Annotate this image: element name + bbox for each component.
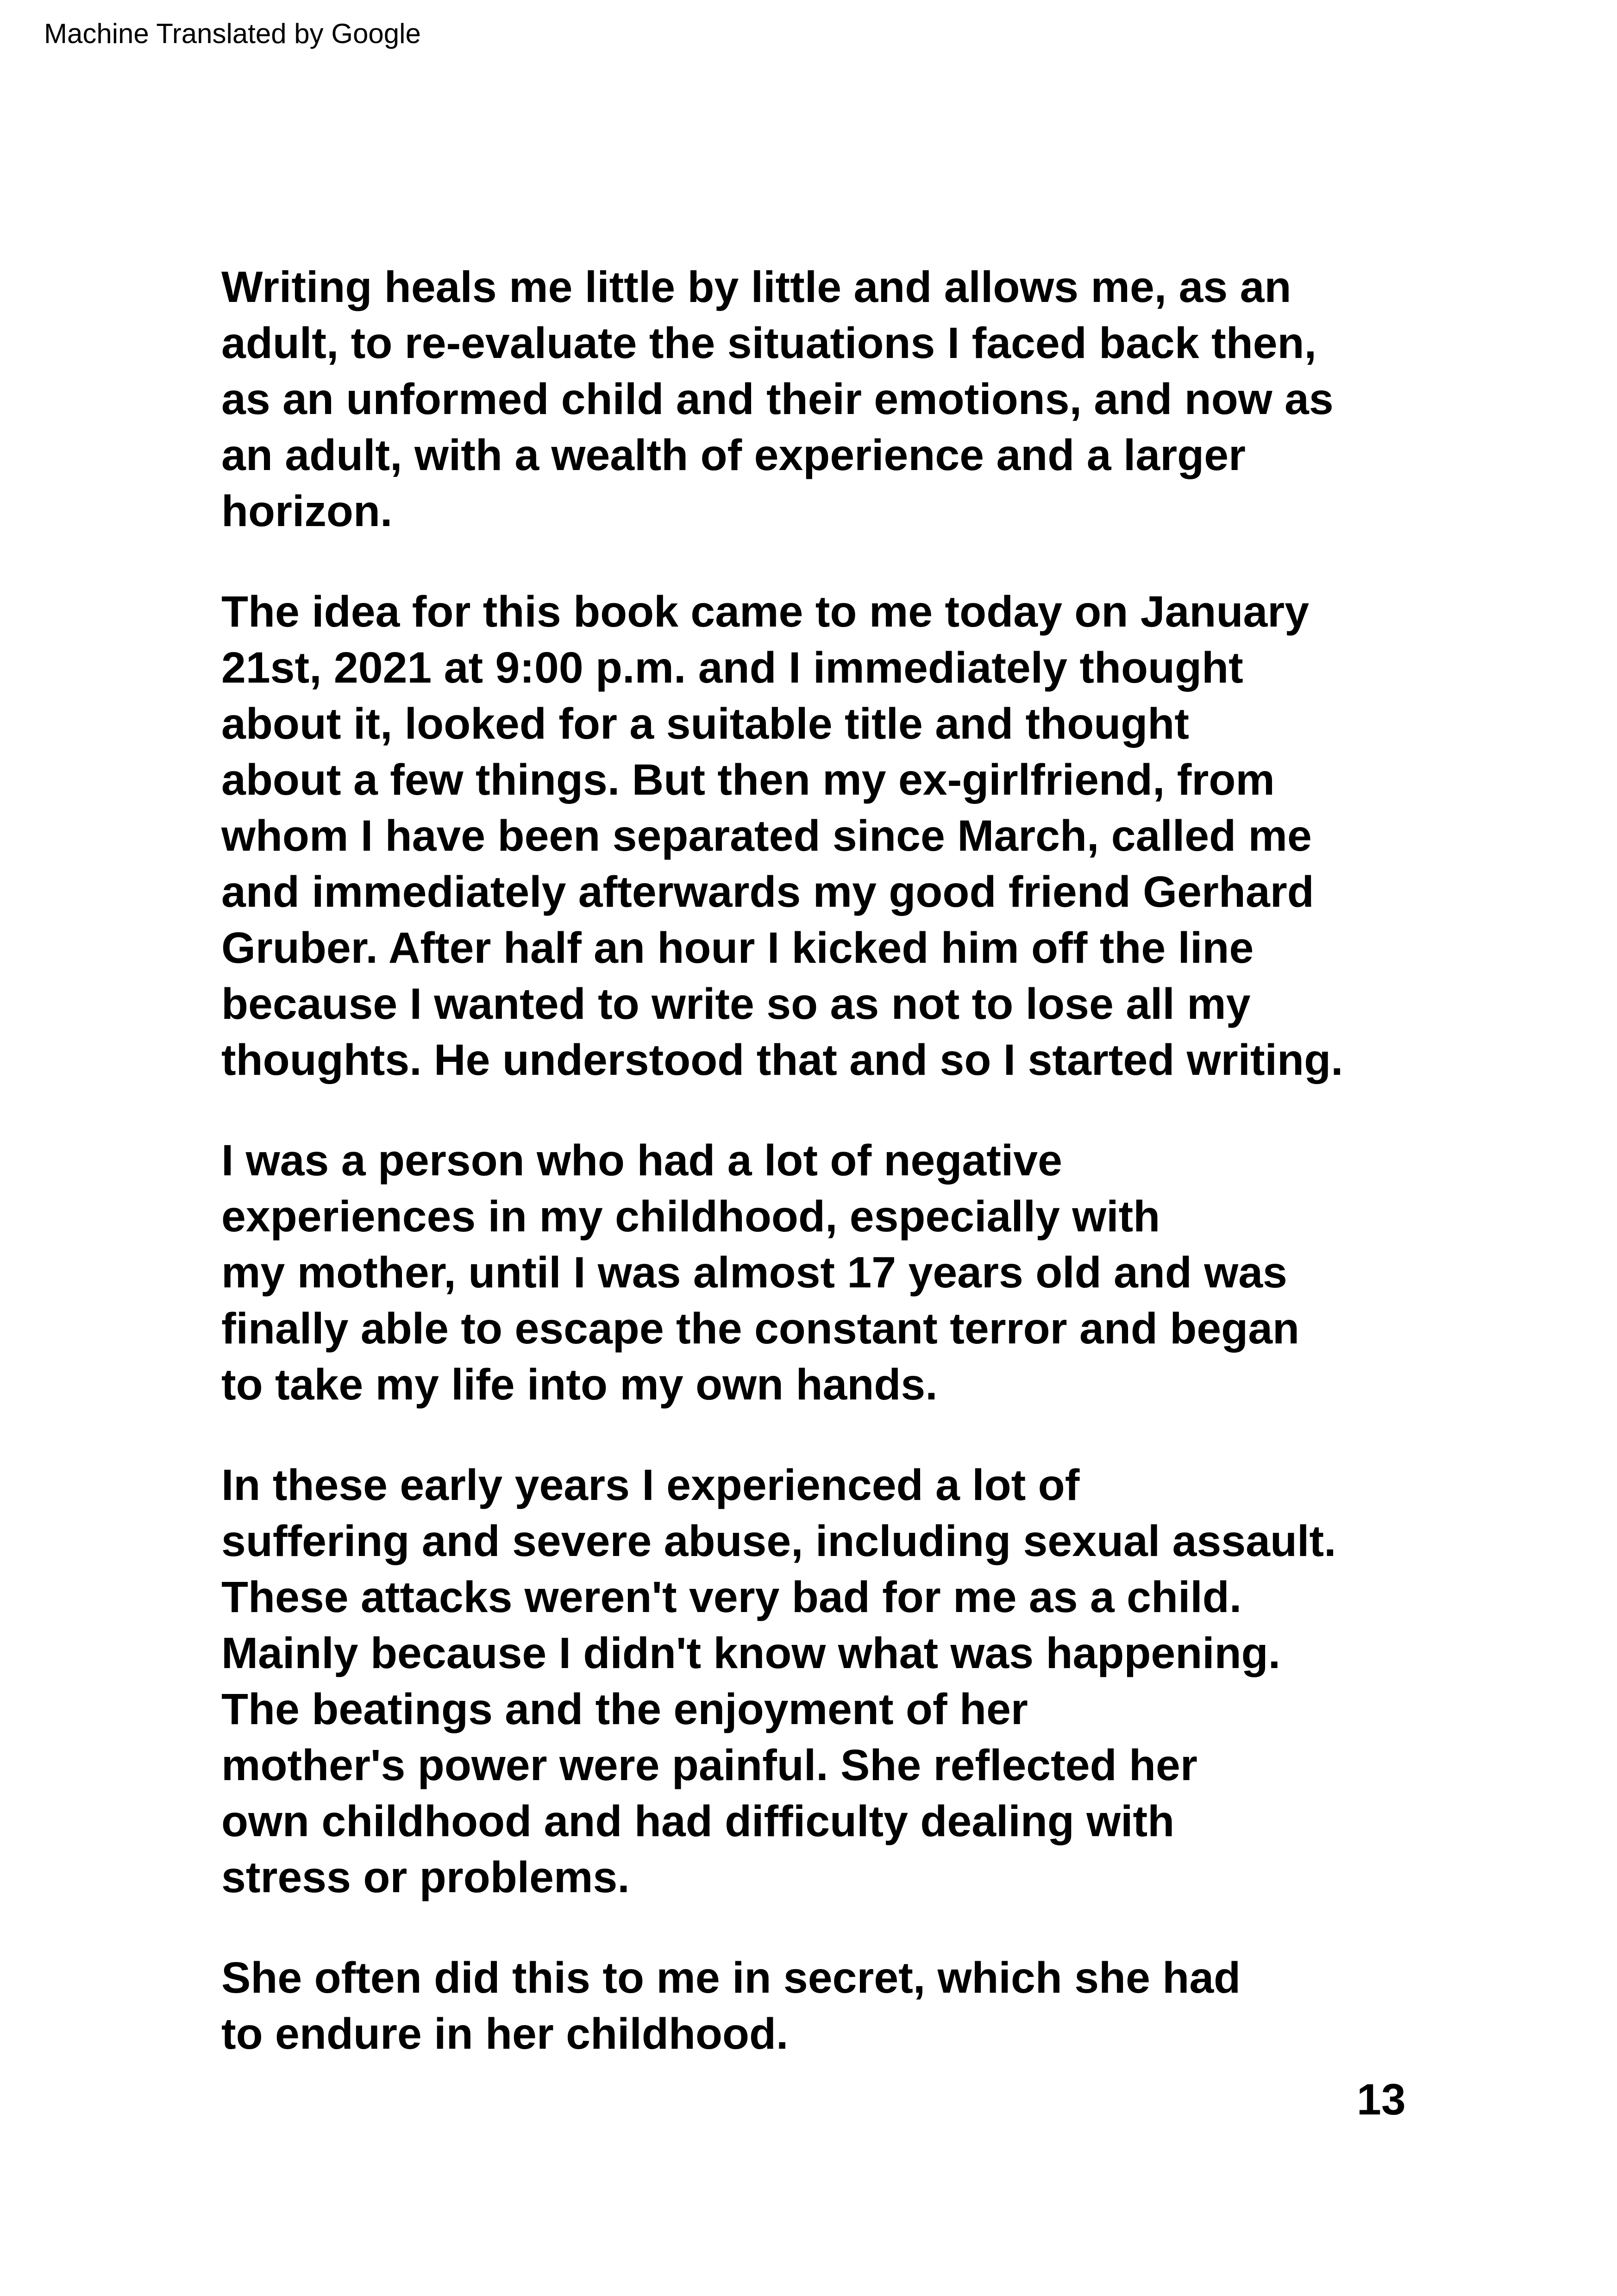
text-line: 21st, 2021 at 9:00 p.m. and I immediately thought [221,643,1243,692]
text-line: about a few things. But then my ex-girlfriend, from [221,755,1275,804]
text-line: whom I have been separated since March, called me [221,811,1312,860]
text-line: In these early years I experienced a lot of [221,1461,1080,1510]
text-line: These attacks weren't very bad for me as a child. [221,1573,1242,1622]
text-line: Gruber. After half an hour I kicked him off the line [221,923,1254,972]
text-line: because I wanted to write so as not to lose all my [221,979,1251,1029]
paragraph-1 [221,259,1425,539]
text-line: my mother, until I was almost 17 years old and was [221,1248,1287,1297]
document-body [221,259,1425,2107]
page-number: 13 [1357,2075,1406,2124]
text-line: The beatings and the enjoyment of her [221,1685,1028,1734]
text-line: mother's power were painful. She reflected her [221,1741,1197,1790]
paragraph-4 [221,1457,1425,1906]
text-line: an adult, with a wealth of experience and a larger [221,431,1246,480]
text-line: She often did this to me in secret, which she had [221,1953,1241,2002]
text-line: adult, to re-evaluate the situations I faced back then, [221,319,1316,368]
text-line: about it, looked for a suitable title and thought [221,699,1189,748]
text-line: own childhood and had difficulty dealing with [221,1797,1175,1846]
text-line: to take my life into my own hands. [221,1360,938,1409]
paragraph-5 [221,1950,1425,2062]
text-line: and immediately afterwards my good friend Gerhard [221,867,1314,916]
text-line: stress or problems. [221,1853,630,1902]
text-line: Writing heals me little by little and allows me, as an [221,263,1291,312]
text-line: I was a person who had a lot of negative [221,1136,1062,1185]
text-line: finally able to escape the constant terror and began [221,1304,1300,1353]
text-line: Mainly because I didn't know what was happening. [221,1629,1281,1678]
machine-translation-banner: Machine Translated by Google [44,18,421,49]
text-line: horizon. [221,487,393,536]
text-line: The idea for this book came to me today on January [221,587,1310,636]
paragraph-3 [221,1133,1425,1413]
text-line: to endure in her childhood. [221,2009,789,2058]
text-line: thoughts. He understood that and so I started writing. [221,1035,1343,1085]
paragraph-2 [221,584,1425,1088]
text-line: as an unformed child and their emotions, and now as [221,375,1334,424]
text-line: suffering and severe abuse, including sexual assault. [221,1517,1336,1566]
text-line: experiences in my childhood, especially with [221,1192,1160,1241]
